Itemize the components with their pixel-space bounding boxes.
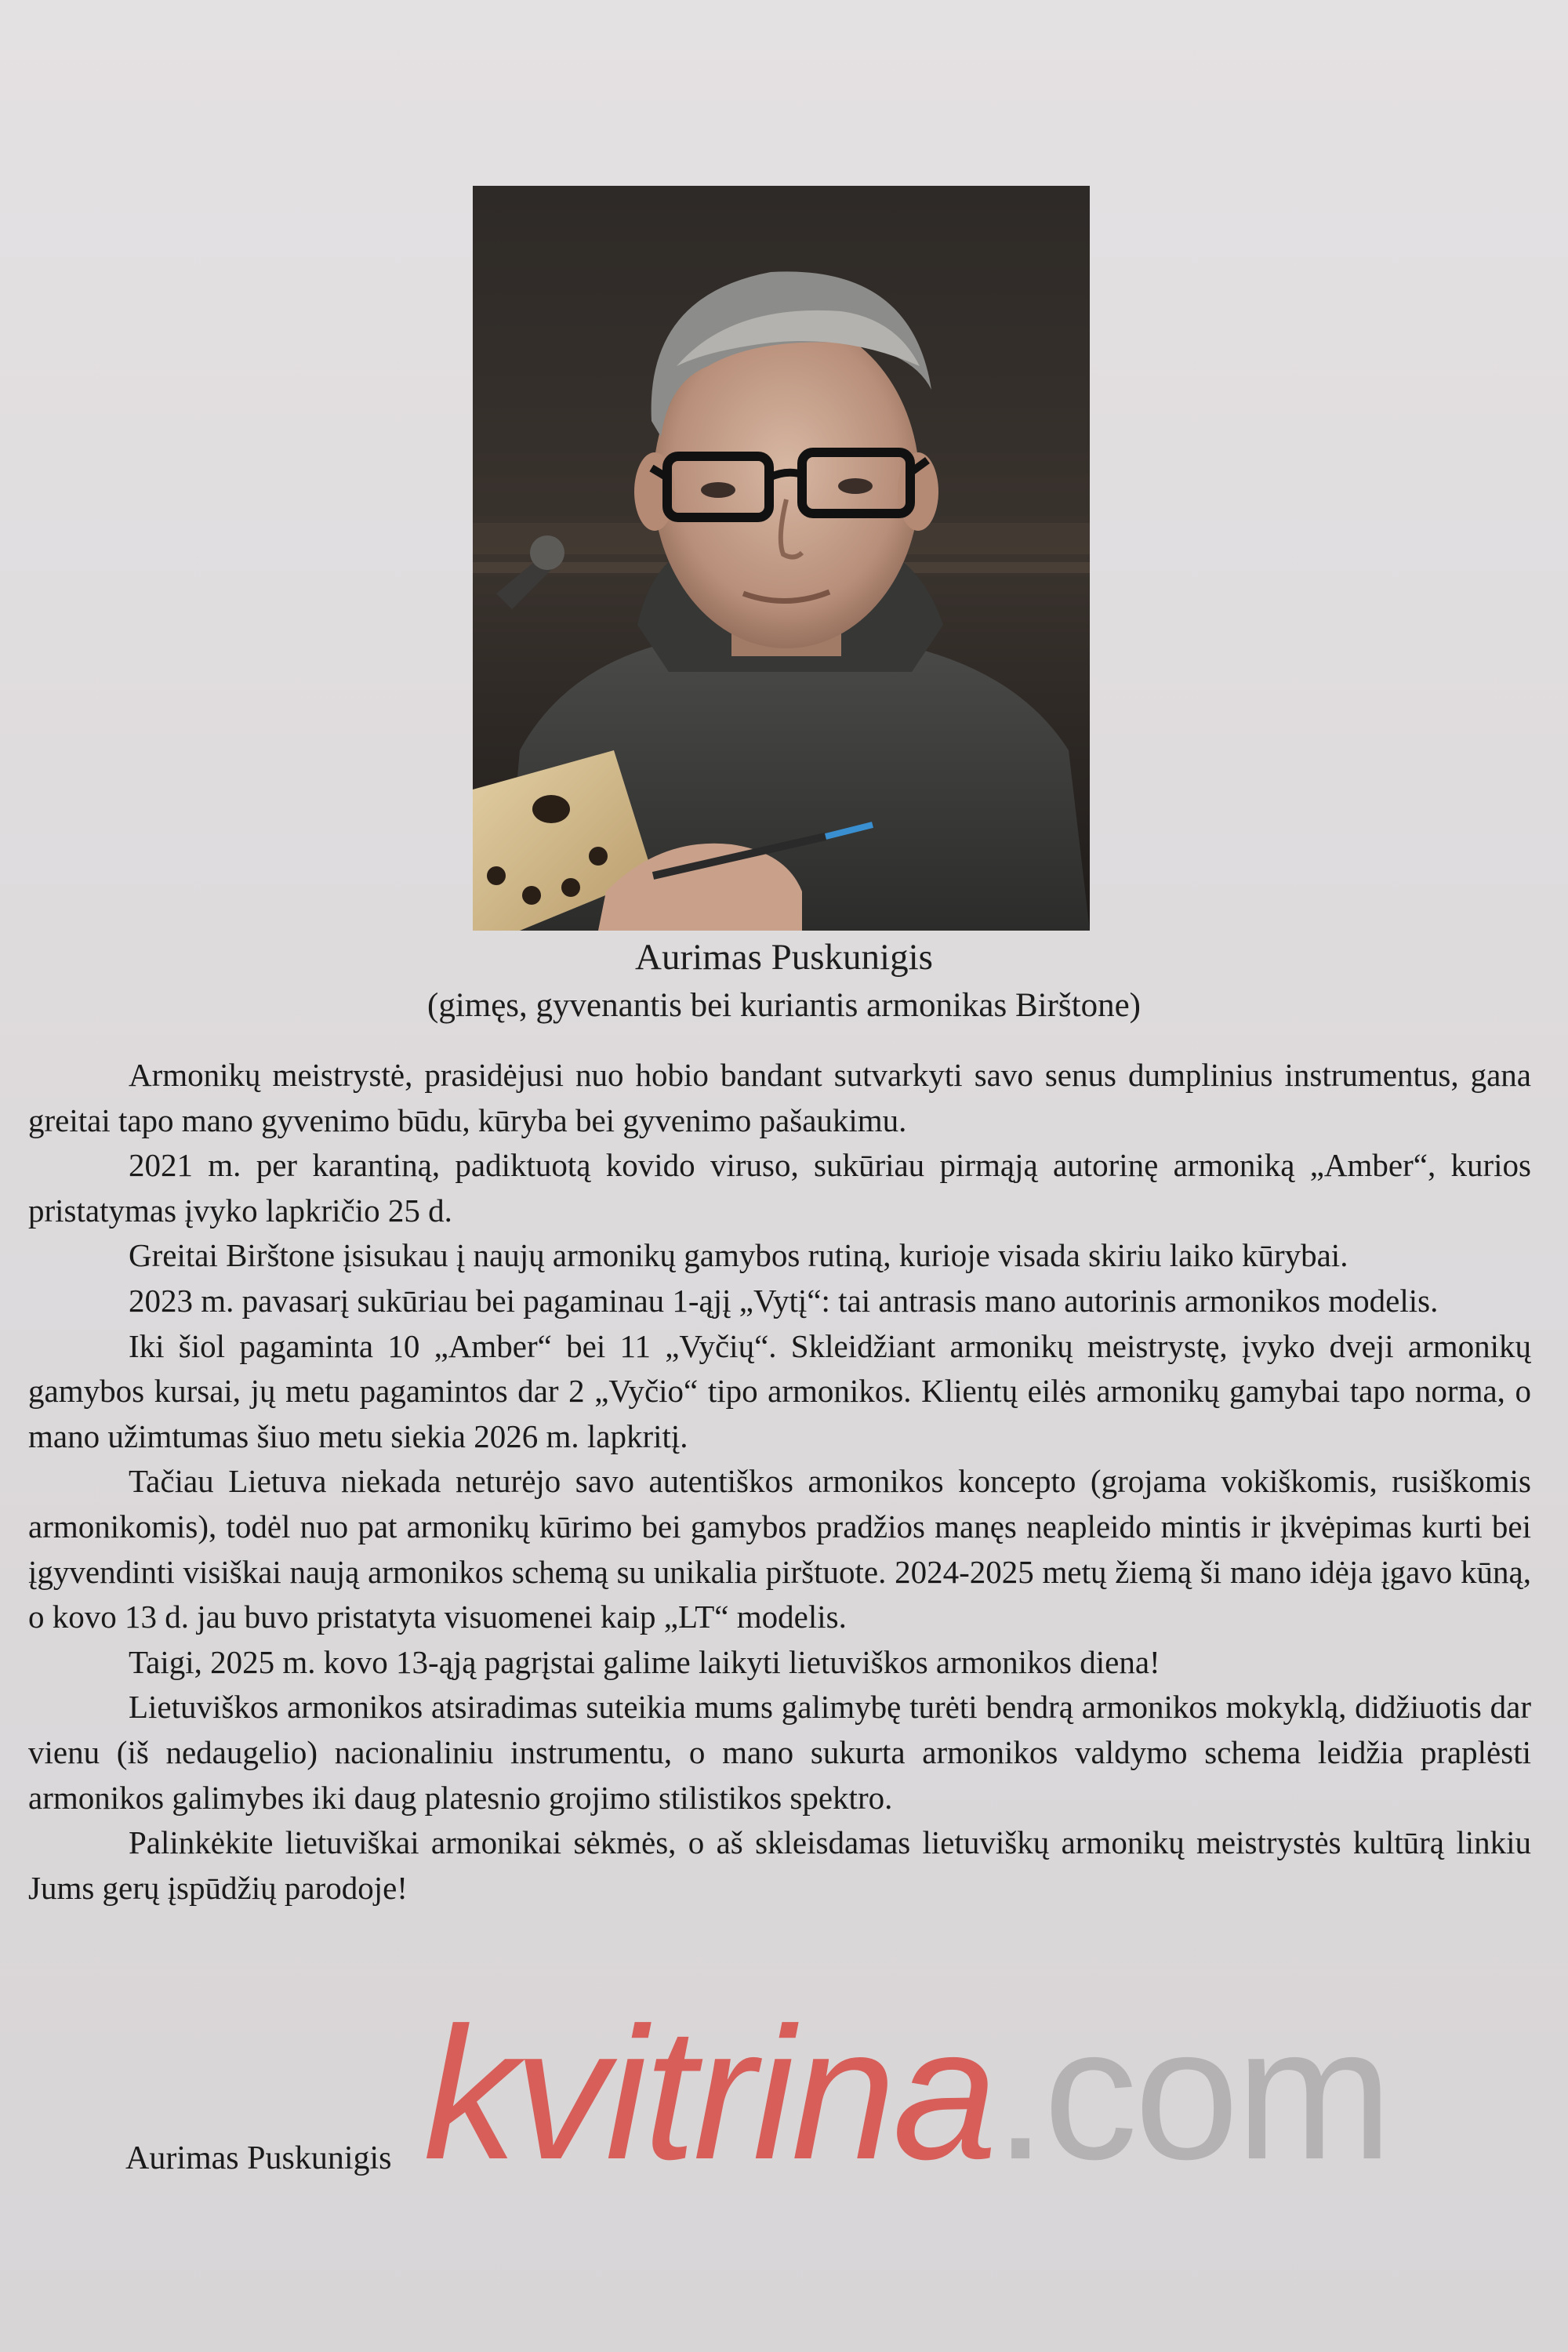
photo-caption-name: Aurimas Puskunigis (635, 937, 933, 978)
paragraph: Greitai Birštone įsisukau į naujų armonikų gamybos rutiną, kurioje visada skiriu laiko kūrybai. (129, 1237, 1348, 1274)
paragraph: Tačiau Lietuva niekada neturėjo savo autentiškos armonikos koncepto (grojama vokiškomis, rusiškomis armonikomis), todėl nuo pat armonikų kūrimo bei gamybos pradžios manęs neapleido mintis ir įkvėpimas kurti bei įgyvendinti visiškai naują armonikos schemą su unikalia pirštuote. 2024-2025 metų žiemą ši mano idėja įgavo kūną, o kovo 13 d. jau buvo pristatyta visuomenei kaip „LT“ modelis. (28, 1463, 1531, 1635)
paragraph: 2023 m. pavasarį sukūriau bei pagaminau 1-ąjį „Vytį“: tai antrasis mano autorinis armonikos modelis. (129, 1282, 1439, 1319)
paragraph: Armonikų meistrystė, prasidėjusi nuo hobio bandant sutvarkyti savo senus dumplinius instrumentus, gana greitai tapo mano gyvenimo būdu, kūryba bei gyvenimo pašaukimu. (28, 1057, 1531, 1138)
paragraph: Iki šiol pagaminta 10 „Amber“ bei 11 „Vyčių“. Skleidžiant armonikų meistrystę, įvyko dveji armonikų gamybos kursai, jų metu pagamintos dar 2 „Vyčio“ tipo armonikos. Klientų eilės armonikų gamybai tapo norma, o mano užimtumas šiuo metu siekia 2026 m. lapkritį. (28, 1327, 1531, 1454)
watermark (423, 1988, 1390, 2198)
paragraph: 2021 m. per karantiną, padiktuotą kovido viruso, sukūriau pirmąją autorinę armoniką „Amber“, kurios pristatymas įvyko lapkričio 25 d. (28, 1147, 1531, 1229)
paragraph: Lietuviškos armonikos atsiradimas suteikia mums galimybę turėti bendrą armonikos mokyklą, didžiuotis dar vienu (iš nedaugelio) nacionaliniu instrumentu, o mano sukurta armonikos valdymo schema leidžia praplėsti armonikos galimybes iki daug platesnio grojimo stilistikos spektro. (28, 1689, 1531, 1816)
portrait-photo (473, 186, 1090, 931)
paragraph: Taigi, 2025 m. kovo 13-ąją pagrįstai galime laikyti lietuviškos armonikos diena! (129, 1643, 1160, 1680)
photo-caption-subtitle: (gimęs, gyvenantis bei kuriantis armonikas Birštone) (427, 987, 1141, 1024)
watermark-main: kvitrina (423, 1988, 995, 2198)
paragraph: Palinkėkite lietuviškai armonikai sėkmės, o aš skleisdamas lietuviškų armonikų meistrystės kultūrą linkiu Jums gerų įspūdžių parodoje! (28, 1824, 1531, 1906)
portrait-illustration (473, 186, 1090, 931)
signature: Aurimas Puskunigis (125, 2140, 392, 2176)
letter-body (28, 1053, 1531, 1911)
watermark-tld: .com (994, 1988, 1390, 2198)
